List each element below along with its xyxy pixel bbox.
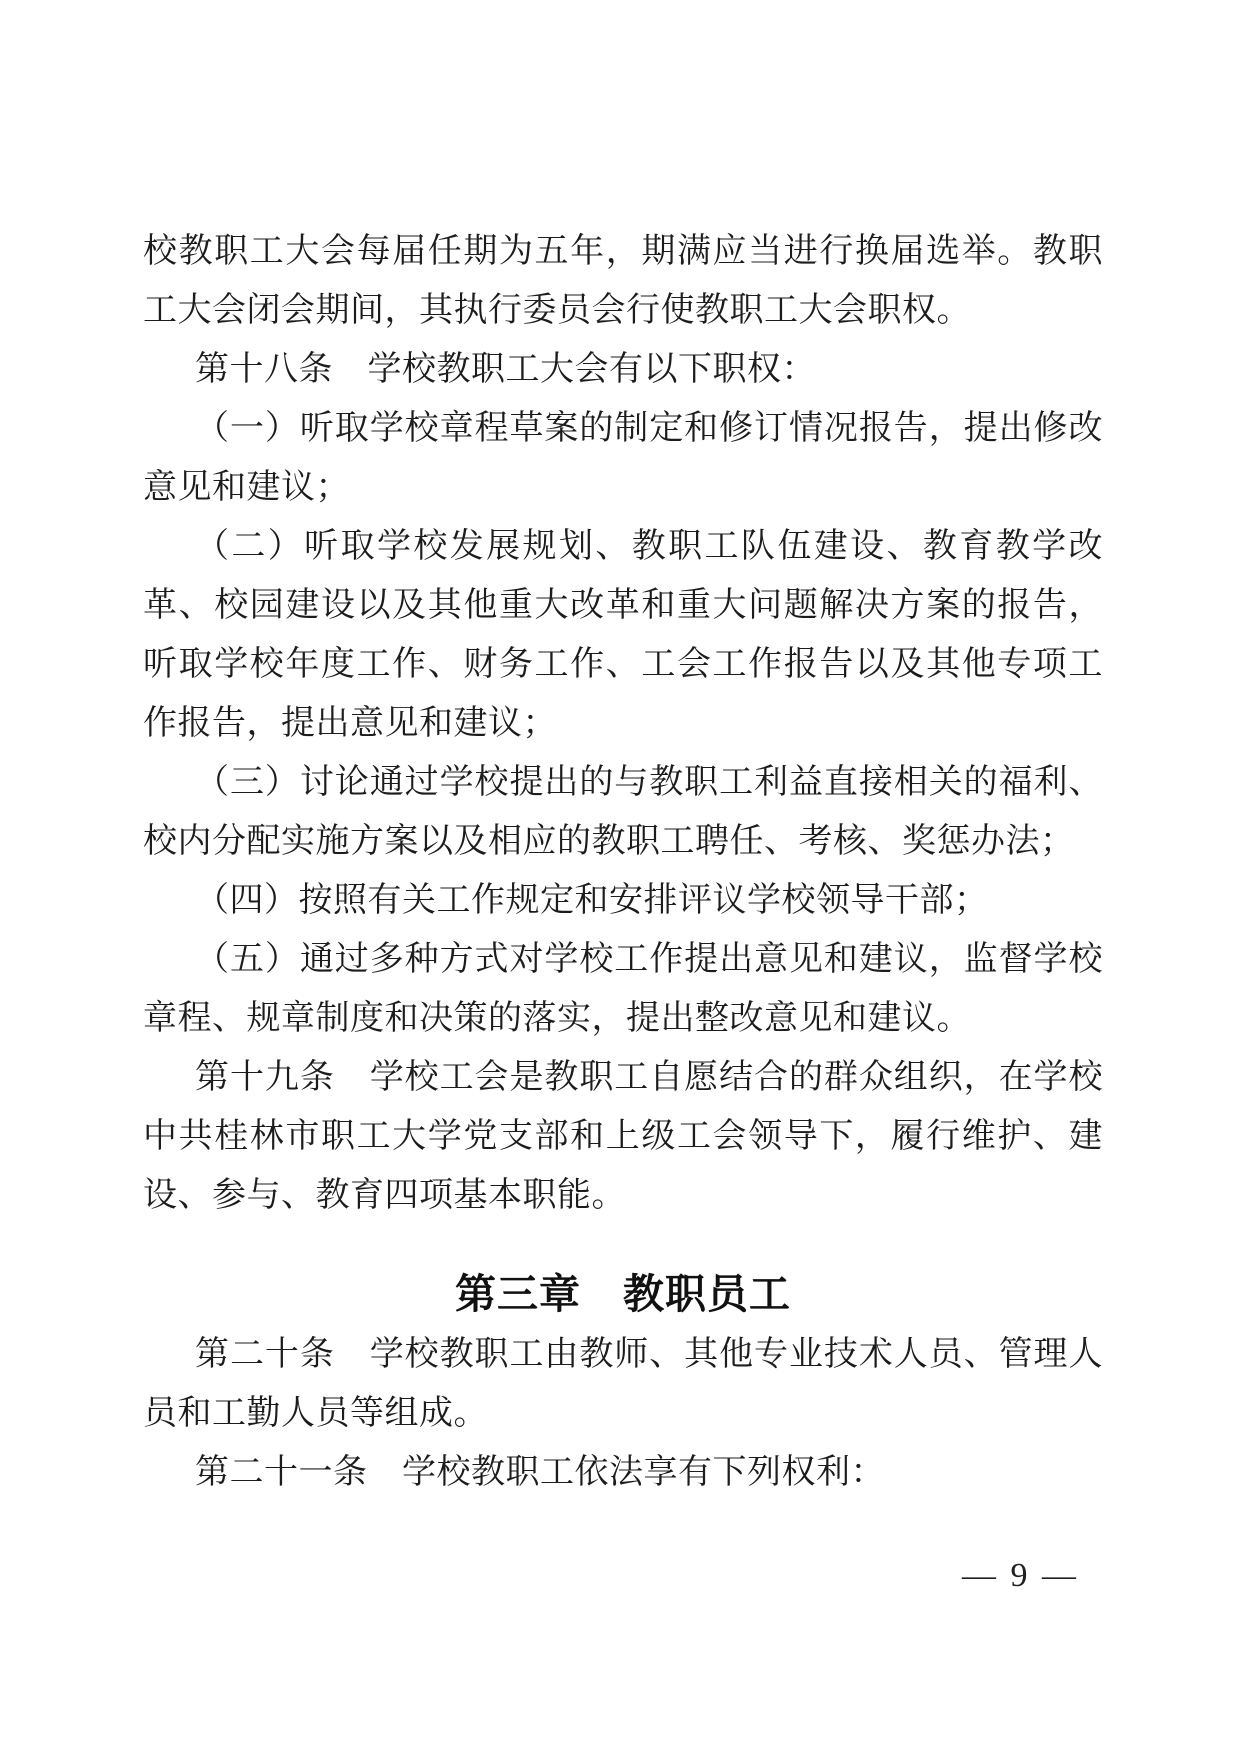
body-paragraph-item-1: （一）听取学校章程草案的制定和修订情况报告，提出修改意见和建议； (143, 410, 1103, 506)
body-paragraph-continuation: 校教职工大会每届任期为五年，期满应当进行换届选举。教职工大会闭会期间，其执行委员会行使教职工大会职权。 (143, 233, 1103, 329)
page-number: — 9 — (962, 1557, 1079, 1594)
chapter-heading: 第三章 教职员工 (455, 1271, 791, 1317)
body-paragraph-item-3: （三）讨论通过学校提出的与教职工利益直接相关的福利、校内分配实施方案以及相应的教职工聘任、考核、奖惩办法； (143, 764, 1103, 860)
body-paragraph-item-5: （五）通过多种方式对学校工作提出意见和建议，监督学校章程、规章制度和决策的落实，提出整改意见和建议。 (143, 941, 1103, 1037)
body-paragraph-article-21: 第二十一条 学校教职工依法享有下列权利： (195, 1454, 885, 1491)
body-paragraph-article-19: 第十九条 学校工会是教职工自愿结合的群众组织，在学校中共桂林市职工大学党支部和上级工会领导下，履行维护、建设、参与、教育四项基本职能。 (143, 1059, 1103, 1214)
body-paragraph-article-20: 第二十条 学校教职工由教师、其他专业技术人员、管理人员和工勤人员等组成。 (143, 1336, 1103, 1432)
document-body (143, 222, 1103, 1502)
body-paragraph-article-18: 第十八条 学校教职工大会有以下职权： (195, 351, 816, 388)
body-paragraph-item-4: （四）按照有关工作规定和安排评议学校领导干部； (195, 882, 989, 919)
body-paragraph-item-2: （二）听取学校发展规划、教职工队伍建设、教育教学改革、校园建设以及其他重大改革和重大问题解决方案的报告，听取学校年度工作、财务工作、工会工作报告以及其他专项工作报告，提出意见和建议； (143, 528, 1103, 742)
